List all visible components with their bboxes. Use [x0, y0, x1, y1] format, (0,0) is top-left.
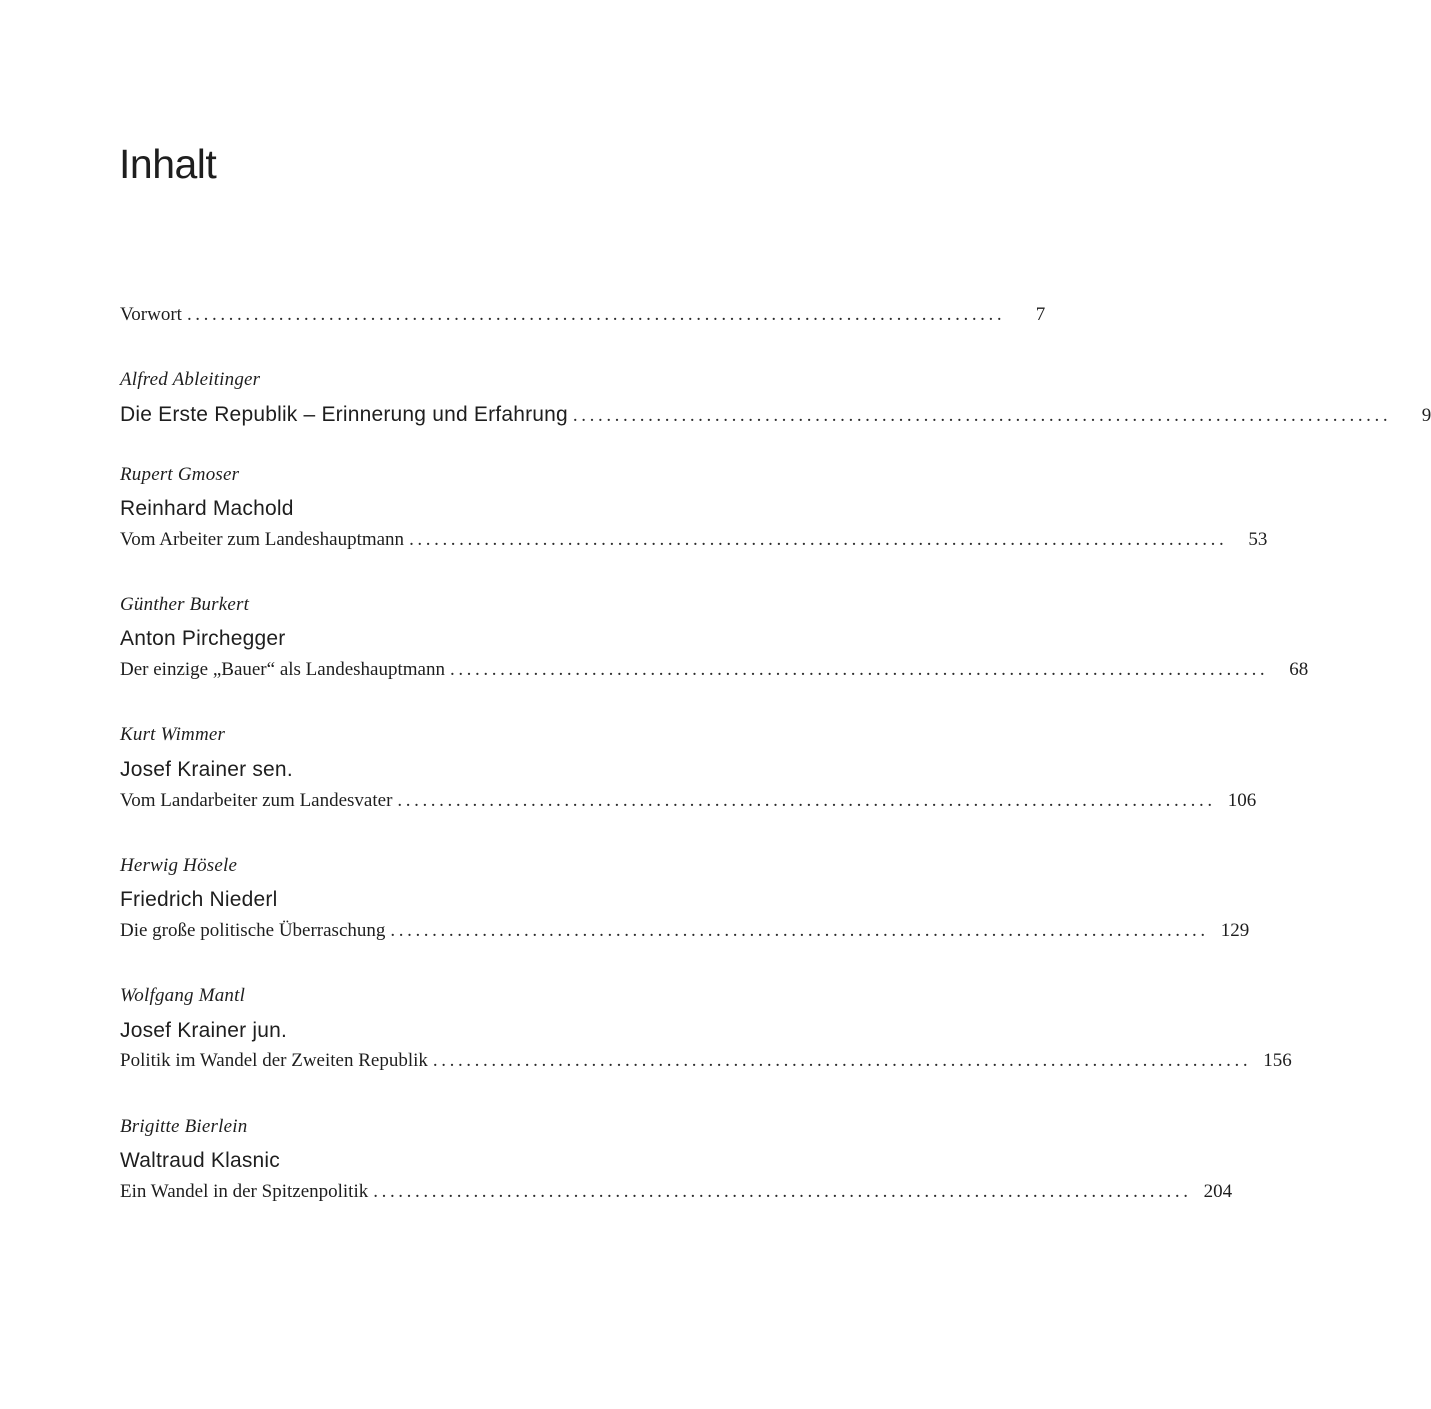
page-title: Inhalt: [119, 141, 217, 187]
chapter-title: Friedrich Niederl: [120, 888, 278, 911]
toc-entry-label: Vorwort: [120, 304, 182, 325]
chapter-subtitle: Die große politische Überraschung: [120, 920, 386, 941]
chapter-subtitle: Vom Arbeiter zum Landeshauptmann: [120, 529, 405, 550]
dot-leader: ..................................................................................................: [432, 1050, 1252, 1071]
dot-leader: ..................................................................................................: [397, 790, 1216, 811]
dot-leader: ..................................................................................................: [449, 659, 1269, 680]
toc-entry-chapter[interactable]: [120, 529, 1268, 551]
toc-page-number: 9: [1421, 405, 1431, 426]
dot-leader: ..................................................................................................: [390, 920, 1209, 941]
chapter-author: Brigitte Bierlein: [120, 1116, 248, 1137]
chapter-author: Alfred Ableitinger: [120, 369, 261, 390]
chapter-author: Kurt Wimmer: [120, 724, 226, 745]
toc-entry-chapter[interactable]: [120, 403, 1431, 427]
toc-page-number: 156: [1263, 1050, 1292, 1071]
toc-page-number: 53: [1248, 529, 1268, 550]
chapter-author: Wolfgang Mantl: [120, 985, 246, 1006]
toc-page-number: 204: [1203, 1181, 1233, 1202]
chapter-title: Josef Krainer sen.: [120, 758, 293, 781]
toc-entry-chapter[interactable]: [120, 659, 1309, 681]
chapter-subtitle: Ein Wandel in der Spitzenpolitik: [120, 1181, 369, 1202]
chapter-title: Reinhard Machold: [120, 497, 294, 520]
toc-entry-chapter[interactable]: [120, 920, 1250, 942]
toc-page-number: 106: [1227, 790, 1257, 811]
dot-leader: ..................................................................................................: [186, 304, 1006, 325]
chapter-author: Herwig Hösele: [120, 855, 238, 876]
toc-entry-chapter[interactable]: [120, 790, 1257, 812]
toc-page-number: 68: [1289, 659, 1309, 680]
toc-page-number: 7: [1035, 304, 1046, 325]
chapter-author: Günther Burkert: [120, 594, 250, 615]
chapter-subtitle: Der einzige „Bauer“ als Landeshauptmann: [120, 659, 445, 680]
chapter-author: Rupert Gmoser: [120, 464, 240, 485]
chapter-title: Anton Pirchegger: [120, 627, 286, 650]
dot-leader: ..................................................................................................: [373, 1181, 1192, 1202]
dot-leader: ..................................................................................................: [572, 405, 1392, 426]
chapter-subtitle: Politik im Wandel der Zweiten Republik: [120, 1050, 428, 1071]
chapter-title: Waltraud Klasnic: [120, 1149, 280, 1172]
toc-page-number: 129: [1220, 920, 1250, 941]
toc-entry-chapter[interactable]: [120, 1050, 1292, 1072]
chapter-subtitle: Vom Landarbeiter zum Landesvater: [120, 790, 393, 811]
toc-entry-chapter[interactable]: [120, 1181, 1233, 1203]
chapter-title: Josef Krainer jun.: [120, 1019, 288, 1042]
chapter-title: Die Erste Republik – Erinnerung und Erfahrung: [120, 403, 568, 426]
toc-entry-preface[interactable]: [120, 304, 1046, 326]
dot-leader: ..................................................................................................: [409, 529, 1228, 550]
